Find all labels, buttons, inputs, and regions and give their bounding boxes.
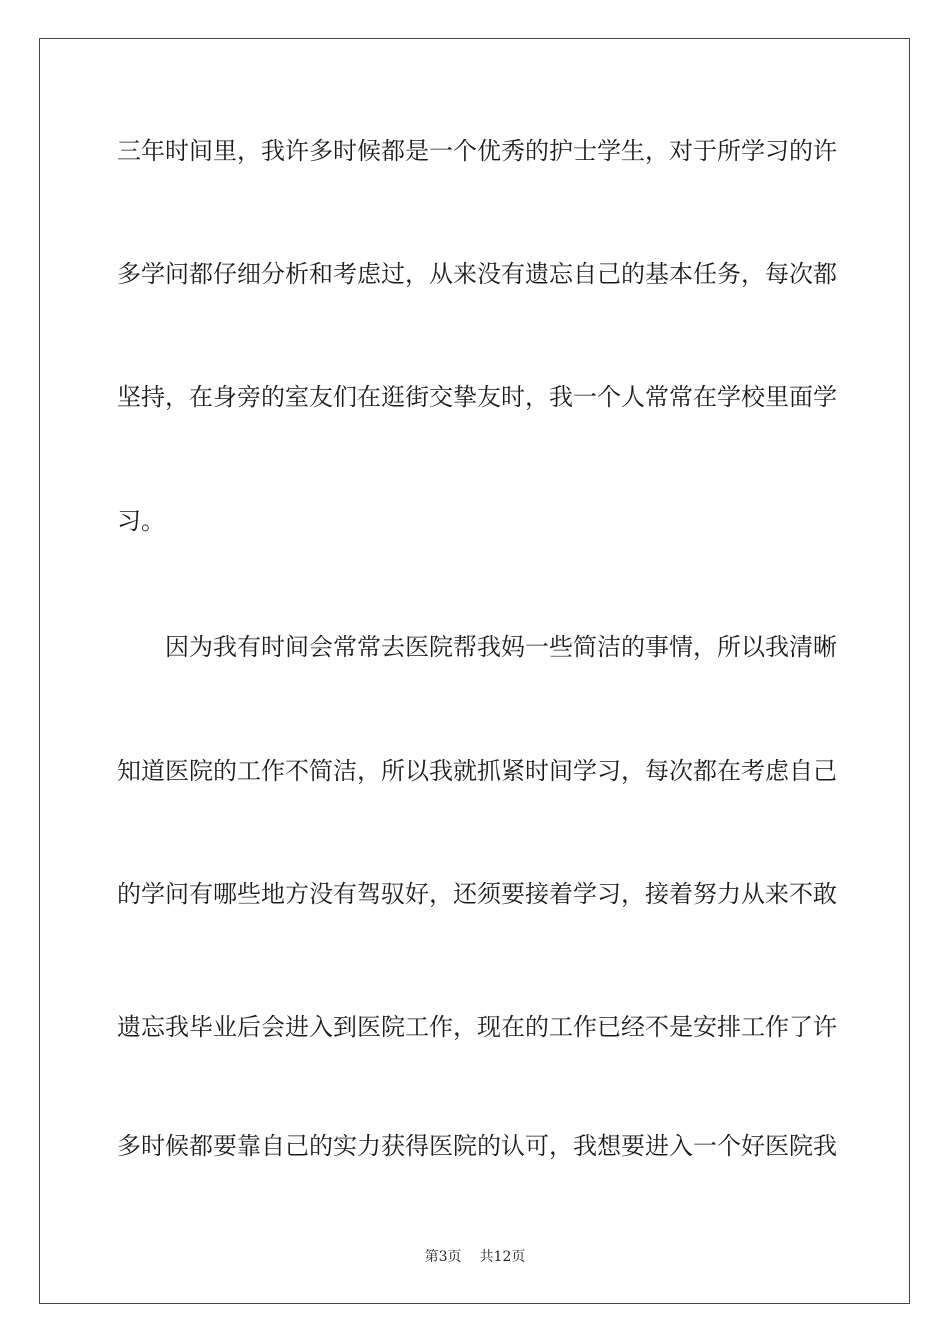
page-footer (0, 1248, 950, 1266)
text-line: 习。 (117, 507, 165, 535)
text-line: 因为我有时间会常常去医院帮我妈一些简洁的事情，所以我清晰 (165, 633, 837, 661)
page-number: 第3页 (424, 1249, 462, 1265)
text-line: 多时候都要靠自己的实力获得医院的认可，我想要进入一个好医院我 (117, 1132, 837, 1160)
total-pages: 共12页 (479, 1249, 526, 1265)
page-frame (39, 38, 910, 1304)
text-line: 多学问都仔细分析和考虑过，从来没有遗忘自己的基本任务，每次都 (117, 260, 837, 288)
text-line: 三年时间里，我许多时候都是一个优秀的护士学生，对于所学习的许 (117, 137, 837, 165)
text-line: 知道医院的工作不简洁，所以我就抓紧时间学习，每次都在考虑自己 (117, 757, 837, 785)
text-line: 坚持，在身旁的室友们在逛街交挚友时，我一个人常常在学校里面学 (117, 383, 837, 411)
text-line: 遗忘我毕业后会进入到医院工作，现在的工作已经不是安排工作了许 (117, 1013, 837, 1041)
text-line: 的学问有哪些地方没有驾驭好，还须要接着学习，接着努力从来不敢 (117, 880, 837, 908)
